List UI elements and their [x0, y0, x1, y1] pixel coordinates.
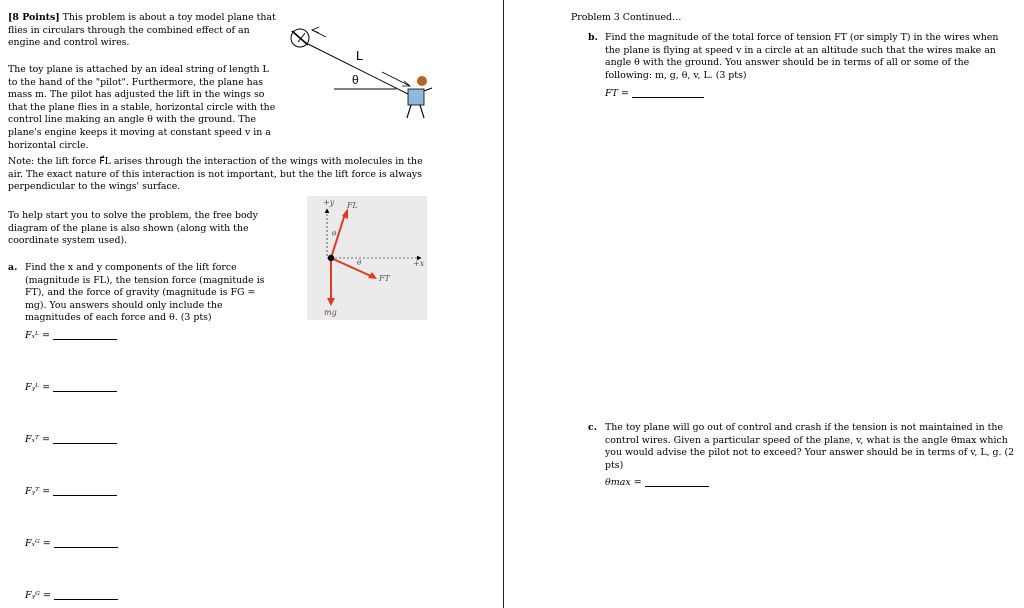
tension-force-label: FT — [379, 274, 390, 283]
answer-FGx: Fₓᴳ = — [25, 538, 118, 549]
y-axis-label: +y — [323, 198, 335, 207]
answer-blank[interactable] — [645, 486, 709, 487]
question-c-label: c. — [588, 422, 597, 433]
answer-FTx: Fₓᵀ = — [25, 434, 117, 445]
answer-blank[interactable] — [632, 97, 704, 98]
x-axis-label: +x — [413, 259, 425, 268]
answer-blank[interactable] — [53, 391, 117, 392]
question-a — [8, 262, 268, 325]
answer-FLy: Fᵧᴸ = — [25, 382, 117, 393]
question-a-label: a. — [8, 262, 18, 273]
help-paragraph: To help start you to solve the problem, the free body diagram of the plane is also shown (along with the coordinate system used). — [8, 210, 258, 247]
answer-blank[interactable] — [53, 495, 117, 496]
plane-pilot-figure — [278, 18, 448, 128]
points-label: [8 Points] — [8, 12, 60, 23]
fbd-theta-top-label: θ — [332, 230, 337, 238]
question-c-text: The toy plane will go out of control and crash if the tension is not maintained in the control wires. Given a particular speed of the plane, v, what is the angle θmax which you would advise the pilot not to exceed? Your answer should be in terms of v, L, g. (2 pts) — [605, 422, 1015, 471]
answer-blank[interactable] — [54, 547, 118, 548]
answer-FTy: Fᵧᵀ = — [25, 486, 117, 497]
question-c — [588, 422, 1018, 472]
answer-blank[interactable] — [53, 339, 117, 340]
intro-paragraph — [8, 12, 278, 50]
intro-text: This problem is about a toy model plane that flies in circulars through the combined effect of an engine and control wires. — [8, 12, 276, 49]
angle-label: θ — [352, 73, 359, 87]
plane-point — [328, 255, 334, 261]
answer-theta-max: θmax = — [605, 477, 709, 488]
question-b — [588, 32, 1013, 82]
setup-paragraph: The toy plane is attached by an ideal string of length L to the hand of the "pilot". Furthermore, the plane has mass m. The pilot has adjusted the lift in the wings so that the plane flies in a stable, horizontal circle with the control line making an angle θ with the ground. The plane's engine keeps it moving at constant speed v in a horizontal circle. — [8, 64, 276, 151]
column-divider — [503, 0, 504, 608]
free-body-diagram — [307, 196, 427, 320]
fbd-theta-label: θ — [357, 259, 362, 267]
answer-FT: FT = — [605, 88, 704, 99]
lift-force-label: FL — [347, 201, 358, 210]
answer-FGy: Fᵧᴳ = — [25, 590, 118, 601]
answer-blank[interactable] — [53, 443, 117, 444]
question-b-label: b. — [588, 32, 598, 43]
answer-FLx: Fₓᴸ = — [25, 330, 117, 341]
question-a-text: Find the x and y components of the lift force (magnitude is FL), the tension force (magnitude is FT), and the force of gravity (magnitude is FG = mg). You answers should only include the magnitudes of each force and θ. (3 pts) — [25, 262, 265, 324]
gravity-force-label: mg — [324, 308, 337, 317]
continued-title: Problem 3 Continued… — [571, 12, 682, 23]
answer-blank[interactable] — [54, 599, 118, 600]
question-b-text: Find the magnitude of the total force of tension FT (or simply T) in the wires when the plane is flying at speed v in a circle at an altitude such that the wires make an angle θ with the ground. You answer should be in terms of all or some of the following: m, g, θ, v, L. (3 pts) — [605, 32, 999, 81]
note-paragraph: Note: the lift force F⃗L arises through the interaction of the wings with molecules in the air. The exact nature of this interaction is not important, but the the lift force is always perpendicular to the wings' surface. — [8, 156, 423, 193]
pilot-icon — [407, 76, 432, 118]
length-label: L — [356, 48, 364, 63]
tension-force-arrow — [331, 258, 373, 277]
